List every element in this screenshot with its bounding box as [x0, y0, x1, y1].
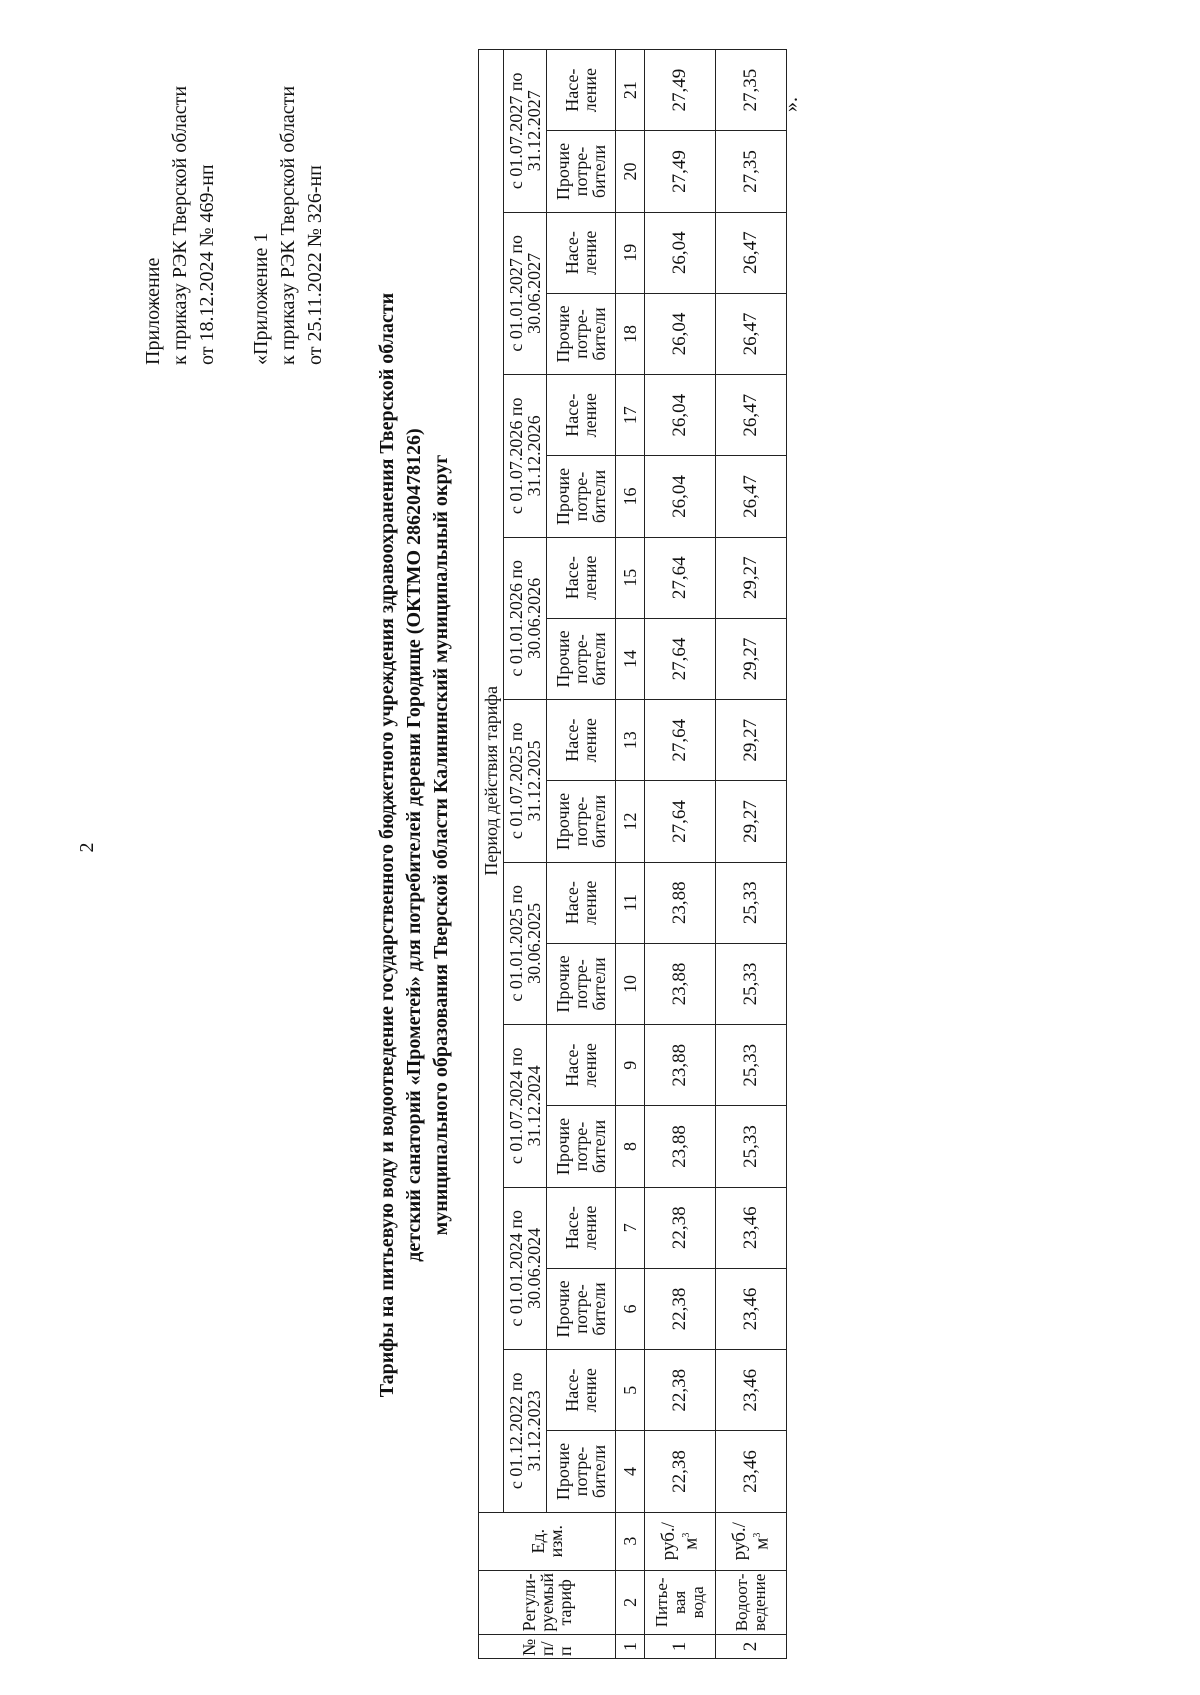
category-population: Насе-ление [547, 50, 616, 131]
period-header: с 01.01.2027 по 30.06.2027 [504, 212, 547, 375]
period-header: с 01.12.2022 по 31.12.2023 [504, 1350, 547, 1513]
row-number: 2 [716, 1634, 787, 1658]
tariff-value: 22,38 [645, 1268, 716, 1349]
unit-superscript: 3 [680, 1532, 692, 1538]
tariff-value: 29,27 [716, 700, 787, 781]
tariff-value: 25,33 [716, 1025, 787, 1106]
appendix-line: от 25.11.2022 № 326-нп [304, 165, 326, 365]
period-header: с 01.07.2027 по 31.12.2027 [504, 50, 547, 213]
tariff-value: 26,04 [645, 293, 716, 374]
column-number: 17 [616, 375, 645, 456]
tariff-value: 27,64 [645, 618, 716, 699]
column-number: 14 [616, 618, 645, 699]
category-other-consumers: Прочие потре-бители [547, 293, 616, 374]
header-period: Период действия тарифа [479, 50, 504, 1513]
tariff-value: 22,38 [645, 1431, 716, 1512]
appendix-line: к приказу РЭК Тверской области [277, 85, 299, 365]
page-number: 2 [76, 842, 98, 853]
period-header: с 01.07.2026 по 31.12.2026 [504, 375, 547, 538]
column-number: 12 [616, 781, 645, 862]
appendix-line: Приложение [142, 257, 164, 365]
row-tariff-name: Питье-вая вода [645, 1570, 716, 1634]
table-row [716, 50, 787, 1659]
tariff-value: 23,46 [716, 1350, 787, 1431]
tariff-value: 27,35 [716, 131, 787, 212]
tariff-value: 26,04 [645, 212, 716, 293]
tariff-value: 26,47 [716, 293, 787, 374]
column-number: 18 [616, 293, 645, 374]
period-header: с 01.01.2025 по 30.06.2025 [504, 862, 547, 1025]
category-other-consumers: Прочие потре-бители [547, 943, 616, 1024]
tariff-value: 25,33 [716, 1106, 787, 1187]
category-other-consumers: Прочие потре-бители [547, 781, 616, 862]
closing-quote: ». [780, 97, 802, 112]
column-number: 20 [616, 131, 645, 212]
column-number: 1 [616, 1634, 645, 1658]
tariff-value: 23,88 [645, 862, 716, 943]
category-population: Насе-ление [547, 212, 616, 293]
column-number: 10 [616, 943, 645, 1024]
unit-superscript: 3 [751, 1532, 763, 1538]
tariff-value: 27,64 [645, 537, 716, 618]
tariff-value: 26,47 [716, 456, 787, 537]
tariff-value: 23,88 [645, 1106, 716, 1187]
category-other-consumers: Прочие потре-бители [547, 1431, 616, 1512]
category-other-consumers: Прочие потре-бители [547, 618, 616, 699]
appendix-line: «Приложение 1 [250, 232, 272, 365]
column-number: 21 [616, 50, 645, 131]
column-number: 3 [616, 1512, 645, 1570]
period-header: с 01.07.2024 по 31.12.2024 [504, 1025, 547, 1188]
tariff-value: 23,46 [716, 1268, 787, 1349]
column-number: 5 [616, 1350, 645, 1431]
document-title [374, 55, 455, 1635]
category-population: Насе-ление [547, 1350, 616, 1431]
tariff-table [478, 49, 787, 1659]
tariff-value: 23,88 [645, 943, 716, 1024]
category-other-consumers: Прочие потре-бители [547, 1268, 616, 1349]
tariff-value: 29,27 [716, 537, 787, 618]
tariff-value: 23,88 [645, 1025, 716, 1106]
tariff-value: 27,49 [645, 50, 716, 131]
unit-text: руб./м [657, 1522, 702, 1561]
category-other-consumers: Прочие потре-бители [547, 131, 616, 212]
title-line: Тарифы на питьевую воду и водоотведение государственного бюджетного учреждения здравоохранения Тверской области [376, 292, 398, 1398]
row-number: 1 [645, 1634, 716, 1658]
header-number: № п/п [479, 1634, 616, 1658]
tariff-value: 22,38 [645, 1350, 716, 1431]
column-number: 9 [616, 1025, 645, 1106]
unit-text: руб./м [728, 1522, 773, 1561]
category-population: Насе-ление [547, 1025, 616, 1106]
period-header: с 01.01.2026 по 30.06.2026 [504, 537, 547, 700]
header-tariff: Регули-руемый тариф [479, 1570, 616, 1634]
column-number: 8 [616, 1106, 645, 1187]
category-population: Насе-ление [547, 375, 616, 456]
tariff-value: 25,33 [716, 862, 787, 943]
column-number: 4 [616, 1431, 645, 1512]
table-row [645, 50, 716, 1659]
tariff-value: 26,47 [716, 375, 787, 456]
appendix-block [140, 86, 329, 365]
category-other-consumers: Прочие потре-бители [547, 1106, 616, 1187]
row-tariff-name: Водоот-ведение [716, 1570, 787, 1634]
column-number: 13 [616, 700, 645, 781]
title-line: муниципального образования Тверской области Калининский муниципальный округ [430, 454, 452, 1236]
tariff-value: 27,64 [645, 700, 716, 781]
tariff-value: 27,35 [716, 50, 787, 131]
period-header: с 01.07.2025 по 31.12.2025 [504, 700, 547, 863]
period-header: с 01.01.2024 по 30.06.2024 [504, 1187, 547, 1350]
tariff-value: 29,27 [716, 618, 787, 699]
column-number: 19 [616, 212, 645, 293]
column-number: 7 [616, 1187, 645, 1268]
column-number: 2 [616, 1570, 645, 1634]
row-unit [645, 1512, 716, 1570]
category-population: Насе-ление [547, 700, 616, 781]
tariff-value: 26,04 [645, 375, 716, 456]
column-number: 15 [616, 537, 645, 618]
appendix-line: к приказу РЭК Тверской области [169, 85, 191, 365]
tariff-value: 27,49 [645, 131, 716, 212]
row-unit [716, 1512, 787, 1570]
tariff-value: 29,27 [716, 781, 787, 862]
appendix-line: от 18.12.2024 № 469-нп [196, 164, 218, 365]
column-number: 11 [616, 862, 645, 943]
title-line: детский санаторий «Прометей» для потребителей деревни Городище (ОКТМО 28620478126) [403, 428, 425, 1262]
tariff-value: 26,47 [716, 212, 787, 293]
tariff-value: 22,38 [645, 1187, 716, 1268]
category-population: Насе-ление [547, 1187, 616, 1268]
header-unit: Ед. изм. [479, 1512, 616, 1570]
tariff-value: 23,46 [716, 1187, 787, 1268]
tariff-value: 27,64 [645, 781, 716, 862]
tariff-value: 26,04 [645, 456, 716, 537]
category-other-consumers: Прочие потре-бители [547, 456, 616, 537]
tariff-value: 23,46 [716, 1431, 787, 1512]
category-population: Насе-ление [547, 537, 616, 618]
category-population: Насе-ление [547, 862, 616, 943]
column-number: 6 [616, 1268, 645, 1349]
column-number: 16 [616, 456, 645, 537]
tariff-value: 25,33 [716, 943, 787, 1024]
